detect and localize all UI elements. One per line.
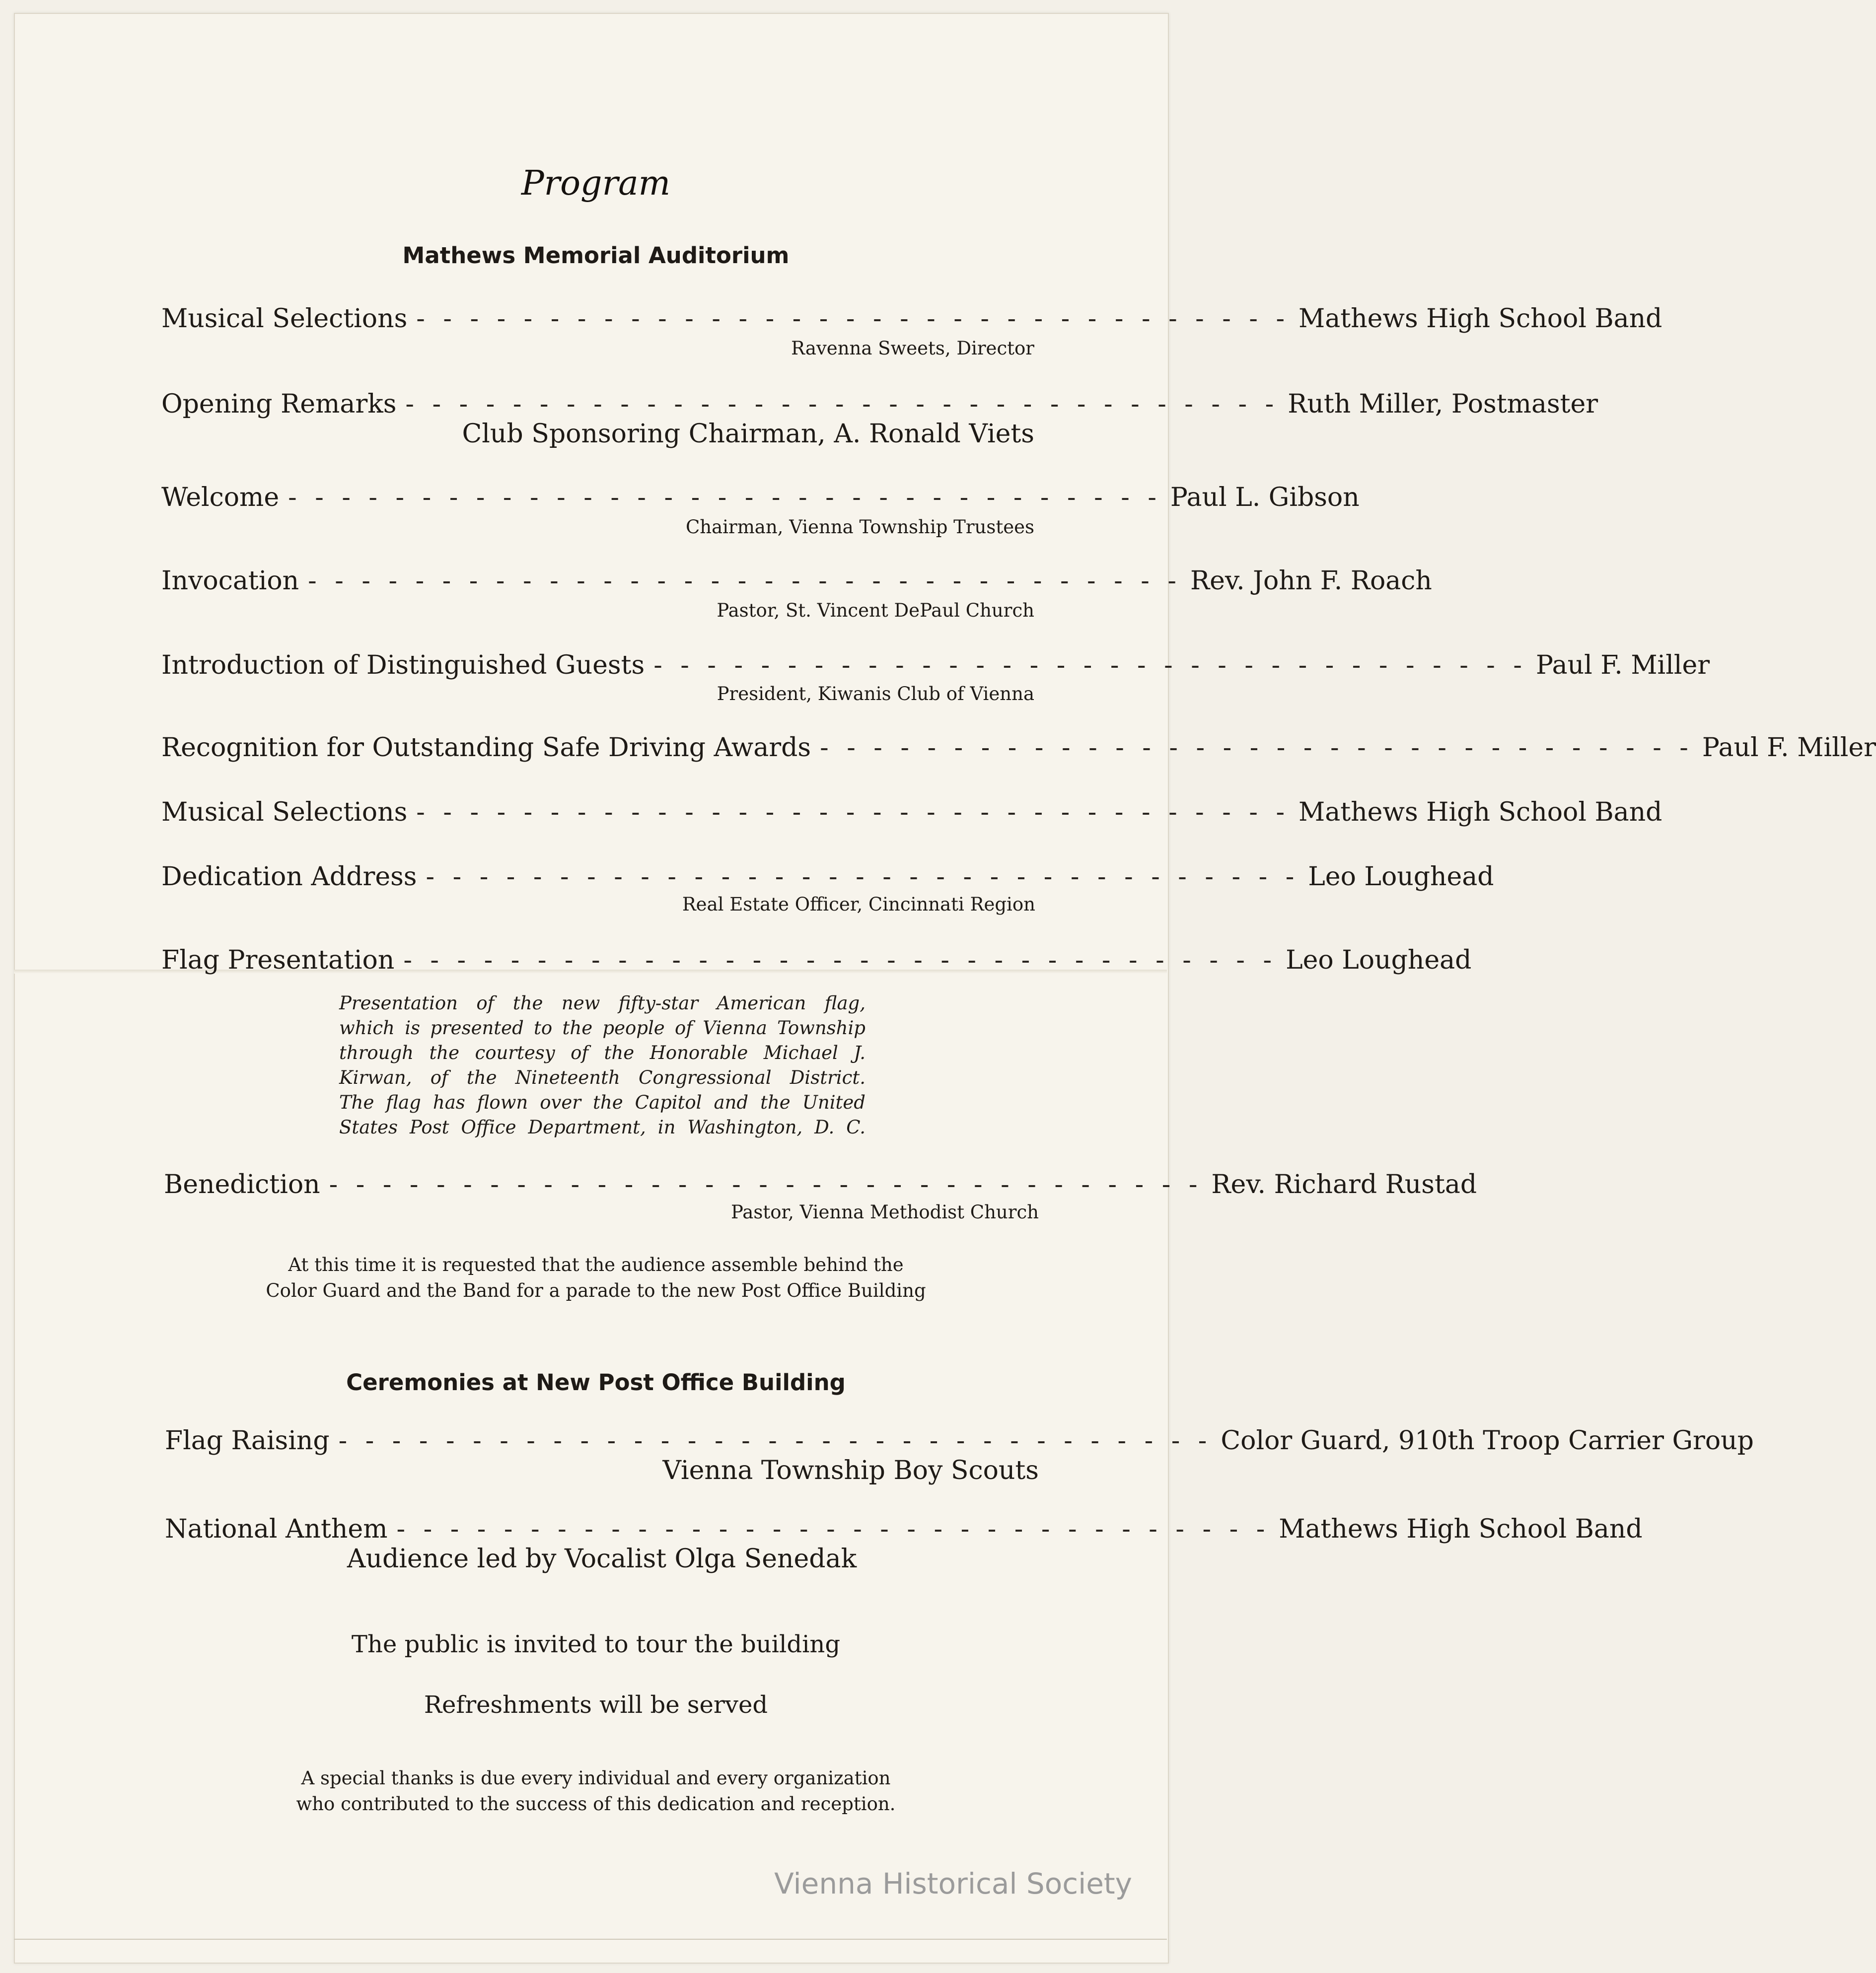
dot-leader: - - - - - - - - - - - - - - - - - - - - - - - - - - - - - - - - - xyxy=(416,304,1290,334)
parade-note xyxy=(0,1252,1192,1304)
item-performer: Ruth Miller, Postmaster xyxy=(1288,389,1598,419)
item-subtitle: Pastor, Vienna Methodist Church xyxy=(731,1201,1039,1223)
item-name: Invocation xyxy=(161,566,299,596)
item-name: Welcome xyxy=(161,483,280,512)
refreshments: Refreshments will be served xyxy=(424,1691,768,1719)
item-performer: Paul L. Gibson xyxy=(1170,483,1360,512)
note-line: which is presented to the people of Vienna Township xyxy=(339,1017,866,1039)
item-performer: Leo Loughead xyxy=(1286,945,1472,975)
item-subtitle: Ravenna Sweets, Director xyxy=(791,338,1034,359)
dot-leader: - - - - - - - - - - - - - - - - - - - - - - - - - - - - - - - - - xyxy=(403,945,1277,975)
thanks-line: who contributed to the success of this dedication and reception. xyxy=(296,1793,896,1815)
item-subtitle: Pastor, St. Vincent DePaul Church xyxy=(717,600,1034,621)
program-item xyxy=(161,733,1876,763)
item-name: Introduction of Distinguished Guests xyxy=(161,650,645,680)
section-heading-post-office: Ceremonies at New Post Office Building xyxy=(346,1369,846,1396)
item-performer: Rev. Richard Rustad xyxy=(1211,1170,1477,1199)
item-performer: Color Guard, 910th Troop Carrier Group xyxy=(1221,1426,1754,1456)
dot-leader: - - - - - - - - - - - - - - - - - - - - - - - - - - - - - - - - - xyxy=(338,1426,1212,1456)
item-subtitle: Club Sponsoring Chairman, A. Ronald Viets xyxy=(462,419,1034,449)
program-item xyxy=(165,1426,1754,1456)
dot-leader: - - - - - - - - - - - - - - - - - - - - - - - - - - - - - - - - - xyxy=(405,389,1279,419)
program-item xyxy=(161,797,1662,827)
program-item xyxy=(161,862,1494,892)
program-item xyxy=(161,483,1360,512)
program-item xyxy=(161,389,1598,419)
public-invite: The public is invited to tour the building xyxy=(351,1630,841,1658)
dot-leader: - - - - - - - - - - - - - - - - - - - - - - - - - - - - - - - - - xyxy=(653,650,1527,680)
item-name: Flag Raising xyxy=(165,1426,330,1456)
thanks-line: A special thanks is due every individual and every organization xyxy=(301,1767,891,1789)
dot-leader: - - - - - - - - - - - - - - - - - - - - - - - - - - - - - - - - - xyxy=(426,862,1299,892)
sheet-bottom-edge xyxy=(14,1939,1167,1940)
dot-leader: - - - - - - - - - - - - - - - - - - - - - - - - - - - - - - - - - xyxy=(308,566,1181,596)
item-name: Dedication Address xyxy=(161,862,417,892)
item-performer: Paul F. Miller xyxy=(1702,733,1876,763)
parade-note-line: Color Guard and the Band for a parade to the new Post Office Building xyxy=(266,1280,926,1301)
item-name: National Anthem xyxy=(165,1514,388,1544)
item-performer: Mathews High School Band xyxy=(1279,1514,1643,1544)
program-item xyxy=(161,945,1472,975)
dot-leader: - - - - - - - - - - - - - - - - - - - - - - - - - - - - - - - - - xyxy=(288,483,1161,512)
dot-leader: - - - - - - - - - - - - - - - - - - - - - - - - - - - - - - - - - xyxy=(820,733,1693,763)
note-line: through the courtesy of the Honorable Michael J. xyxy=(339,1042,866,1063)
item-subtitle: President, Kiwanis Club of Vienna xyxy=(717,683,1034,705)
item-name: Musical Selections xyxy=(161,304,408,334)
item-subtitle: Real Estate Officer, Cincinnati Region xyxy=(682,894,1035,915)
note-line: The flag has flown over the Capitol and the United xyxy=(339,1092,866,1113)
item-performer: Mathews High School Band xyxy=(1299,304,1662,334)
item-subtitle: Chairman, Vienna Township Trustees xyxy=(685,516,1034,538)
page-title: Program xyxy=(521,164,671,203)
dot-leader: - - - - - - - - - - - - - - - - - - - - - - - - - - - - - - - - - xyxy=(416,797,1290,827)
item-performer: Rev. John F. Roach xyxy=(1190,566,1432,596)
item-name: Flag Presentation xyxy=(161,945,395,975)
dot-leader: - - - - - - - - - - - - - - - - - - - - - - - - - - - - - - - - - xyxy=(329,1170,1203,1199)
item-name: Recognition for Outstanding Safe Driving Awards xyxy=(161,733,811,763)
program-item xyxy=(164,1170,1477,1199)
item-subtitle: Audience led by Vocalist Olga Senedak xyxy=(347,1544,857,1574)
item-name: Musical Selections xyxy=(161,797,408,827)
item-name: Benediction xyxy=(164,1170,320,1199)
note-line: Presentation of the new fifty-star American flag, xyxy=(339,992,866,1014)
dot-leader: - - - - - - - - - - - - - - - - - - - - - - - - - - - - - - - - - xyxy=(396,1514,1270,1544)
watermark: Vienna Historical Society xyxy=(774,1867,1132,1901)
program-item xyxy=(161,304,1662,334)
note-line: Kirwan, of the Nineteenth Congressional District. xyxy=(339,1067,866,1088)
item-performer: Paul F. Miller xyxy=(1535,650,1710,680)
item-name: Opening Remarks xyxy=(161,389,397,419)
item-subtitle: Vienna Township Boy Scouts xyxy=(662,1456,1039,1485)
note-line: States Post Office Department, in Washington, D. C. xyxy=(339,1117,866,1138)
program-item xyxy=(161,650,1710,680)
flag-presentation-note xyxy=(339,991,866,1140)
parade-note-line: At this time it is requested that the audience assemble behind the xyxy=(288,1254,904,1275)
thanks-note xyxy=(0,1765,1192,1817)
item-performer: Leo Loughead xyxy=(1308,862,1494,892)
program-item xyxy=(161,566,1432,596)
program-item xyxy=(165,1514,1643,1544)
section-heading-auditorium: Mathews Memorial Auditorium xyxy=(402,242,790,269)
item-performer: Mathews High School Band xyxy=(1299,797,1662,827)
